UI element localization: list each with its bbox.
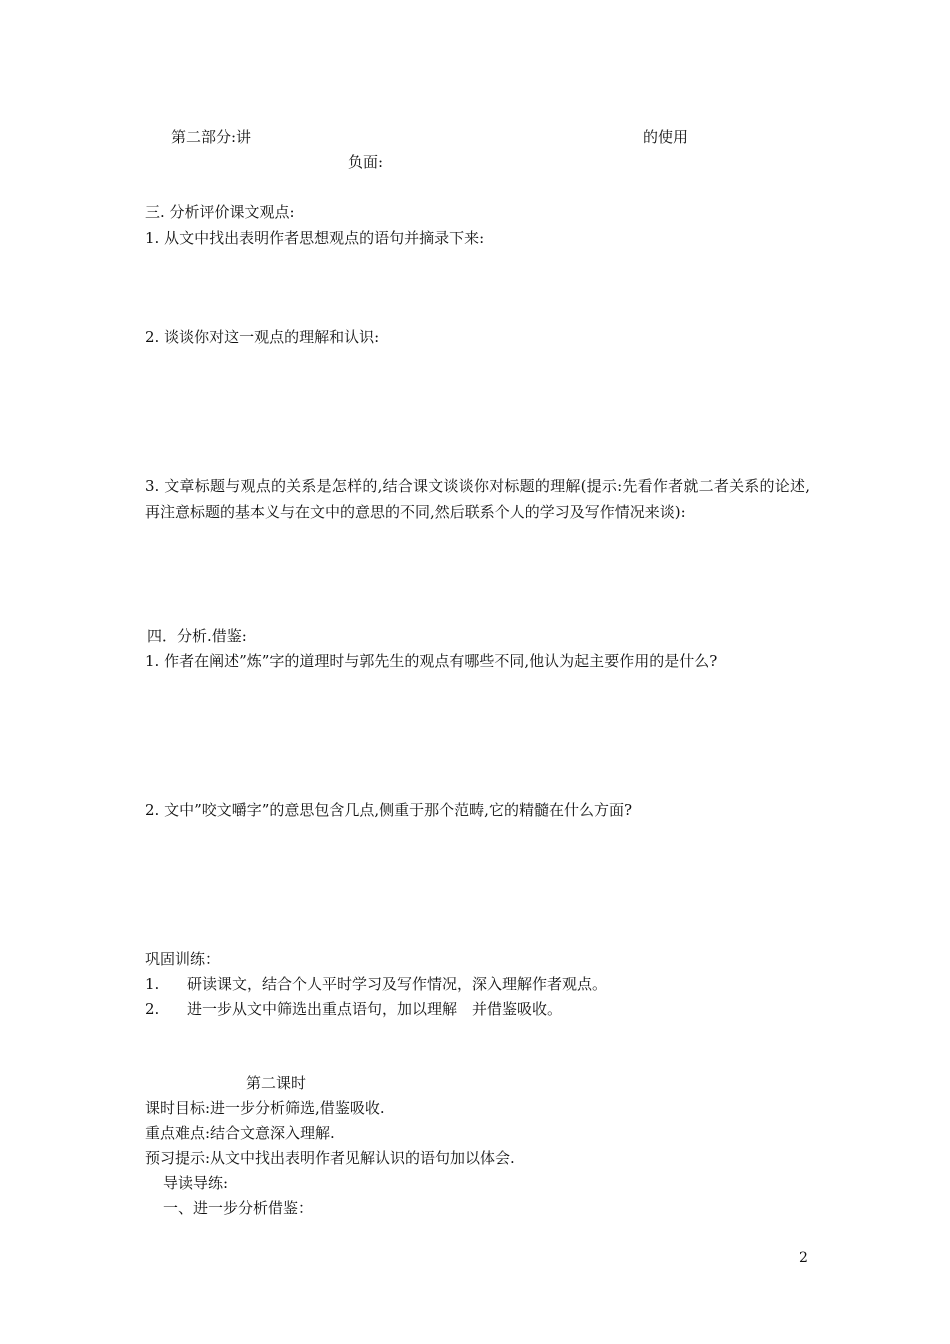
practice-item-2 xyxy=(145,1000,562,1018)
lesson2-step-1: 一、进一步分析借鉴： xyxy=(163,1199,314,1217)
section3-question-3: 3. 文章标题与观点的关系是怎样的,结合课文谈谈你对标题的理解(提示:先看作者就二者关系的论述,再注意标题的基本义与在文中的意思的不同,然后联系个人的学习及写作情况来谈): xyxy=(145,477,810,521)
practice-heading: 巩固训练： xyxy=(145,950,221,968)
lesson2-guide: 导读导练: xyxy=(163,1174,229,1192)
lesson2-title: 第二课时 xyxy=(246,1074,307,1092)
part2-usage: 的使用 xyxy=(643,128,689,146)
part2-label: 第二部分:讲 xyxy=(171,128,252,146)
lesson2-key-points: 重点难点:结合文意深入理解. xyxy=(145,1124,335,1142)
lesson2-preview: 预习提示:从文中找出表明作者见解认识的语句加以体会. xyxy=(145,1149,515,1167)
page-number: 2 xyxy=(799,1250,808,1266)
practice-item-text: 进一步从文中筛选出重点语句，加以理解 并借鉴吸收。 xyxy=(187,1000,563,1018)
section3-question-1: 1. 从文中找出表明作者思想观点的语句并摘录下来: xyxy=(145,229,485,247)
negative-label: 负面: xyxy=(348,153,384,171)
section4-question-1: 1. 作者在阐述”炼”字的道理时与郭先生的观点有哪些不同,他认为起主要作用的是什么? xyxy=(145,652,718,670)
practice-item-number: 2. xyxy=(145,1000,160,1018)
lesson2-goal: 课时目标:进一步分析筛选,借鉴吸收. xyxy=(145,1099,385,1117)
practice-item-text: 研读课文，结合个人平时学习及写作情况，深入理解作者观点。 xyxy=(187,975,608,993)
section4-heading: 四．分析.借鉴: xyxy=(147,627,247,645)
section3-heading: 三. 分析评价课文观点: xyxy=(145,203,295,221)
section3-question-2: 2. 谈谈你对这一观点的理解和认识: xyxy=(145,328,380,346)
practice-item-number: 1. xyxy=(145,975,160,993)
practice-item-1 xyxy=(145,975,607,993)
section4-question-2: 2. 文中”咬文嚼字”的意思包含几点,侧重于那个范畴,它的精髓在什么方面? xyxy=(145,801,632,819)
